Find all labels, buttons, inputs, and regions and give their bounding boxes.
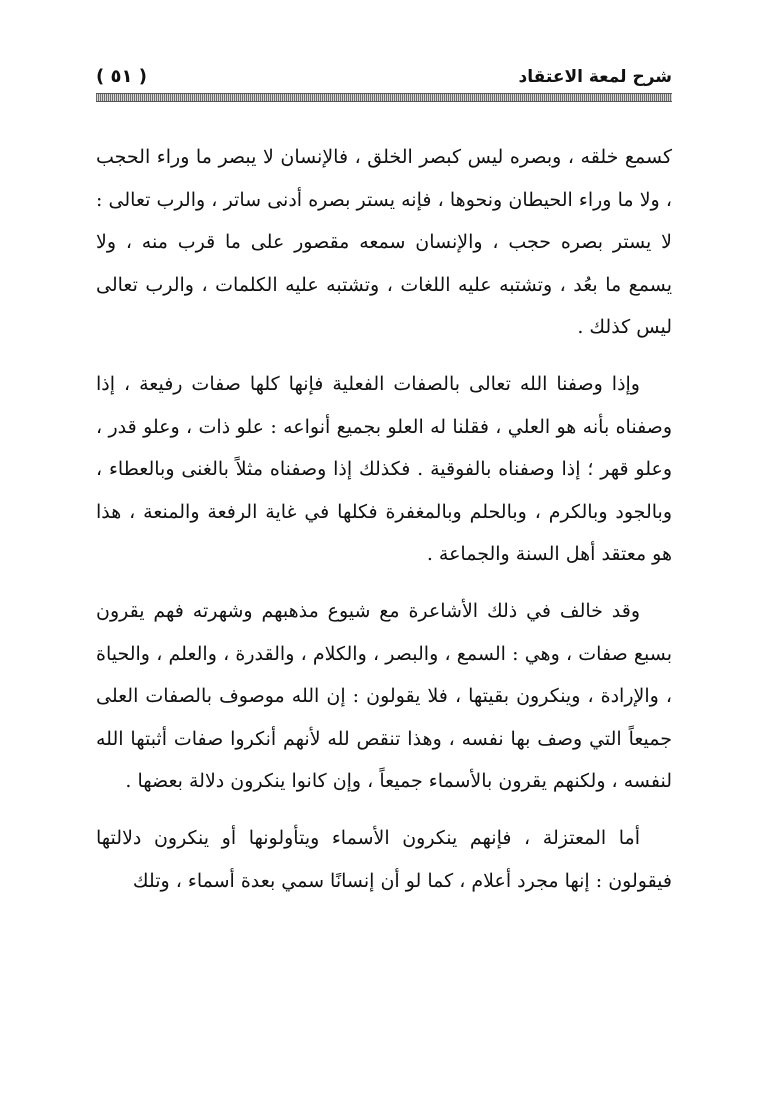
header-divider — [96, 93, 672, 102]
paragraph-4: أما المعتزلة ، فإنهم ينكرون الأسماء ويتأولونها أو ينكرون دلالتها فيقولون : إنها مجرد أعلام ، كما لو أن إنسانًا سمي بعدة أسماء ، وتلك — [96, 826, 672, 892]
page-number: ( ٥١ ) — [96, 66, 147, 87]
paragraph-3: وقد خالف في ذلك الأشاعرة مع شيوع مذهبهم وشهرته فهم يقرون بسبع صفات ، وهي : السمع ، والبصر ، والكلام ، والقدرة ، والعلم ، والحياة ، والإرادة ، وينكرون بقيتها ، فلا يقولون : إن الله موصوف بالصفات العلى جميعاً التي وصف بها نفسه ، وهذا تنقص لله لأنهم أنكروا صفات أثبتها الله لنفسه ، ولكنهم يقرون بالأسماء جميعاً ، وإن كانوا ينكرون دلالة بعضها . — [96, 599, 672, 793]
page-header — [96, 62, 672, 92]
running-title: شرح لمعة الاعتقاد — [518, 67, 672, 87]
body-text — [96, 136, 672, 916]
paragraph-2: وإذا وصفنا الله تعالى بالصفات الفعلية فإنها كلها صفات رفيعة ، إذا وصفناه بأنه هو العلي ، فقلنا له العلو بجميع أنواعه : علو ذات ، وعلو قدر ، وعلو قهر ؛ إذا وصفناه بالفوقية . فكذلك إذا وصفناه مثلاً بالغنى وبالعطاء ، وبالجود وبالكرم ، وبالحلم وبالمغفرة فكلها في غاية الرفعة والمنعة ، هذا هو معتقد أهل السنة والجماعة . — [96, 372, 672, 566]
paragraph-1: كسمع خلقه ، وبصره ليس كبصر الخلق ، فالإنسان لا يبصر ما وراء الحجب ، ولا ما وراء الحيطان ونحوها ، فإنه يستر بصره أدنى ساتر ، والرب تعالى : لا يستر بصره حجب ، والإنسان سمعه مقصور على ما قرب منه ، ولا يسمع ما بعُد ، وتشتبه عليه اللغات ، وتشتبه عليه الكلمات ، والرب تعالى ليس كذلك . — [96, 146, 672, 339]
